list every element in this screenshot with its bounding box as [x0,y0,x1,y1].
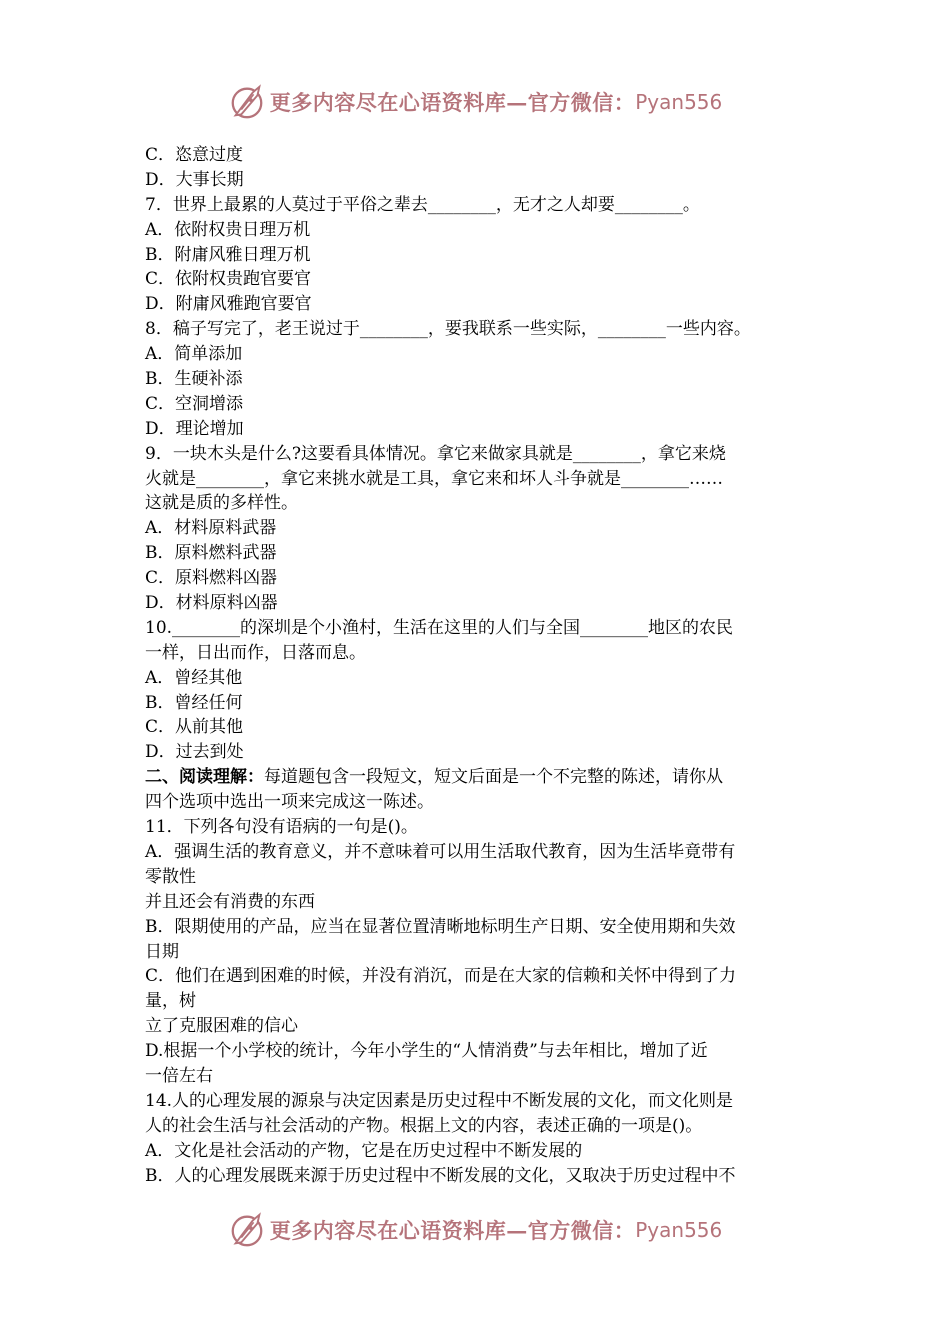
question-9: 9．一块木头是什么?这要看具体情况。拿它来做家具就是________，拿它来烧 [145,443,726,464]
option-line: C．依附权贵跑官要官 [145,269,312,290]
section-heading-line [145,765,815,790]
option-line: A．简单添加 [145,344,243,365]
option-line: B．限期使用的产品，应当在显著位置清晰地标明生产日期、安全使用期和失效 [145,916,736,937]
watermark-account: Pyan556 [635,90,723,114]
question-10-cont: 一样，日出而作，日落而息。 [145,642,366,663]
option-line: C．空洞增添 [145,393,244,414]
option-line-cont: 并且还会有消费的东西 [145,891,315,912]
option-line: B．人的心理发展既来源于历史过程中不断发展的文化，又取决于历史过程中不 [145,1165,736,1186]
option-line: A．文化是社会活动的产物，它是在历史过程中不断发展的 [145,1140,583,1161]
option-line: C．原料燃料凶器 [145,568,278,589]
document-body [145,143,815,1188]
watermark-text: 更多内容尽在心语资料库—官方微信： [269,90,636,115]
option-line: B．曾经任何 [145,692,243,713]
option-line: C．从前其他 [145,717,244,738]
option-line-cont: 日期 [145,941,179,962]
option-line-cont: 一倍左右 [145,1065,213,1086]
section-instructions-cont: 四个选项中选出一项来完成这一陈述。 [145,792,434,813]
watermark-text: 更多内容尽在心语资料库—官方微信： [269,1218,636,1243]
option-line: D．过去到处 [145,742,244,763]
header-watermark [0,82,950,122]
footer-watermark [0,1210,950,1250]
option-line: B．原料燃料武器 [145,543,277,564]
pen-nib-logo-icon [228,83,266,121]
option-line: A．曾经其他 [145,667,243,688]
section-instructions: 每道题包含一段短文，短文后面是一个不完整的陈述，请你从 [264,767,723,788]
option-line: D.根据一个小学校的统计，今年小学生的“人情消费”与去年相比，增加了近 [145,1041,708,1062]
question-8: 8．稿子写完了，老王说过于________，要我联系一些实际，________一些内容。 [145,319,751,340]
option-line: A．材料原料武器 [145,518,277,539]
option-line: B．附庸风雅日理万机 [145,244,311,265]
text-line: C．恣意过度 [145,145,244,165]
option-line-cont: 立了克服困难的信心 [145,1016,298,1037]
option-line: A．强调生活的教育意义，并不意味着可以用生活取代教育，因为生活毕竟带有 [145,841,736,862]
question-9-cont: 这就是质的多样性。 [145,493,298,514]
section-heading: 二、阅读理解： [145,767,264,788]
question-14: 14.人的心理发展的源泉与决定因素是历史过程中不断发展的文化，而文化则是 [145,1090,734,1111]
text-line: D．大事长期 [145,169,244,190]
option-line-cont: 零散性 [145,866,196,887]
option-line: C．他们在遇到困难的时候，并没有消沉，而是在大家的信赖和关怀中得到了力 [145,966,737,987]
option-line: A．依附权贵日理万机 [145,219,311,240]
question-14-cont: 人的社会生活与社会活动的产物。根据上文的内容，表述正确的一项是()。 [145,1115,703,1136]
question-9-cont: 火就是________，拿它来挑水就是工具，拿它来和坏人斗争就是________…… [145,468,723,489]
question-7: 7．世界上最累的人莫过于平俗之辈去________，无才之人却要________。 [145,194,700,215]
option-line: D．理论增加 [145,418,244,439]
option-line: B．生硬补添 [145,369,243,390]
pen-nib-logo-icon [228,1211,266,1249]
watermark-account: Pyan556 [635,1218,723,1242]
question-10: 10.________的深圳是个小渔村，生活在这里的人们与全国________地区的农民 [145,617,734,638]
option-line: D．材料原料凶器 [145,593,278,614]
option-line-cont: 量，树 [145,991,196,1012]
option-line: D．附庸风雅跑官要官 [145,294,312,315]
question-11: 11．下列各句没有语病的一句是()。 [145,817,418,838]
